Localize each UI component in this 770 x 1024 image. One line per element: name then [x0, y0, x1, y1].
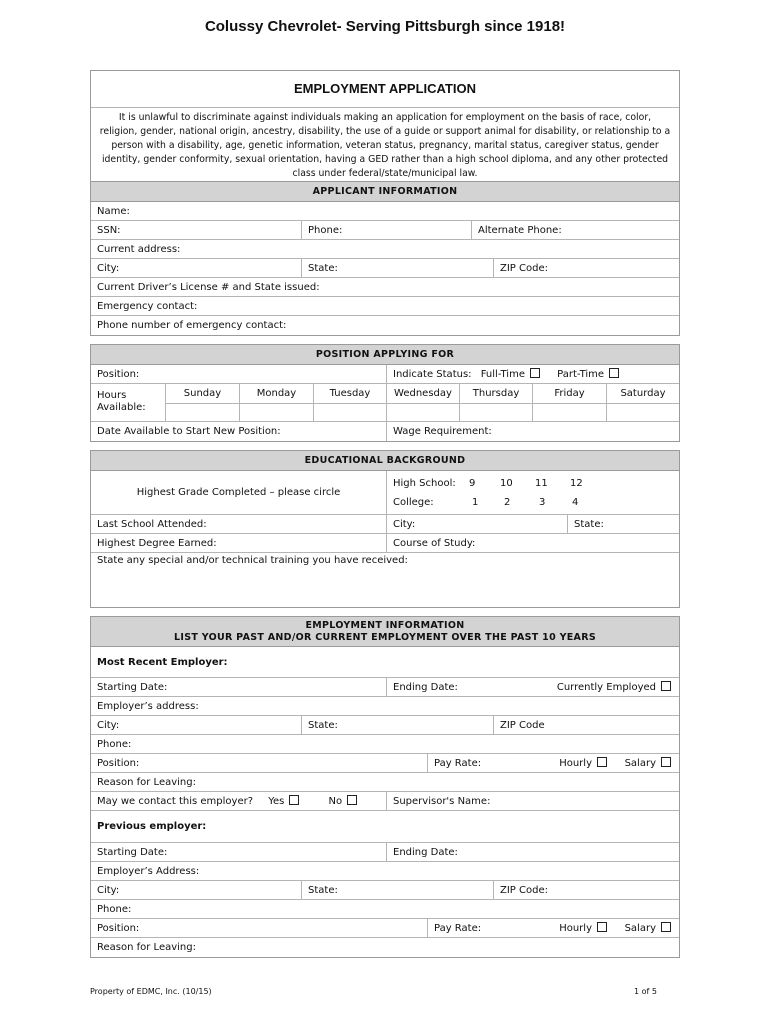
row-hours — [91, 384, 679, 422]
footer-left: Property of EDMC, Inc. (10/15) — [90, 987, 212, 996]
previous-hourly-cell — [527, 919, 607, 937]
row-previous-dates — [91, 843, 679, 862]
date-available-field[interactable]: Date Available to Start New Position: — [97, 426, 281, 437]
row-training — [91, 553, 679, 607]
recent-state-field[interactable]: State: — [301, 716, 493, 734]
day-friday: Friday — [532, 384, 606, 403]
recent-hourly-checkbox[interactable] — [597, 757, 607, 767]
last-school-field[interactable]: Last School Attended: — [97, 519, 207, 530]
recent-salary-cell — [607, 754, 671, 772]
row-recent-contact — [91, 792, 679, 811]
alternate-phone-field[interactable]: Alternate Phone: — [471, 221, 679, 239]
currently-employed-cell — [546, 678, 671, 696]
name-field[interactable]: Name: — [97, 206, 130, 217]
hs-grade-9[interactable]: 9 — [469, 478, 476, 489]
full-time-checkbox[interactable] — [530, 368, 540, 378]
recent-hourly-label: Hourly — [559, 758, 592, 769]
disclaimer-text: It is unlawful to discriminate against individuals making an application for employment on the basis of race, color, religion, gender, national origin, ancestry, disability, the use of a guide or support animal for disability, or relationship to a person with a disability, age, genetic information, veteran status, pregnancy, marital status, caregiver status, gender identity, gender conformity, sexual orientation, having a GED rather than a high school diploma, and any other protected class under federal/state/municipal law. — [91, 108, 679, 182]
row-highest-grade — [91, 471, 679, 515]
ssn-field[interactable]: SSN: — [97, 225, 121, 236]
education-section — [90, 450, 680, 608]
day-saturday: Saturday — [606, 384, 679, 403]
previous-salary-label: Salary — [624, 923, 656, 934]
hours-wednesday-input[interactable] — [386, 403, 459, 421]
contact-employer-label: May we contact this employer? — [97, 796, 254, 807]
row-recent-reason — [91, 773, 679, 792]
employment-header — [91, 617, 679, 647]
row-recent-address — [91, 697, 679, 716]
previous-pay-rate-field[interactable]: Pay Rate: — [427, 919, 527, 937]
full-time-label: Full-Time — [480, 369, 525, 380]
row-name — [91, 202, 679, 221]
previous-salary-checkbox[interactable] — [661, 922, 671, 932]
day-monday: Monday — [239, 384, 313, 403]
contact-employer-cell — [91, 792, 386, 810]
course-of-study-field[interactable]: Course of Study: — [386, 534, 679, 552]
hours-available-label: Hours Available: — [97, 390, 146, 413]
hours-tuesday-input[interactable] — [313, 403, 386, 421]
previous-hourly-checkbox[interactable] — [597, 922, 607, 932]
form-title: EMPLOYMENT APPLICATION — [91, 71, 679, 108]
previous-city-field[interactable]: City: — [97, 885, 120, 896]
row-most-recent-title — [91, 647, 679, 678]
recent-pay-rate-field[interactable]: Pay Rate: — [427, 754, 527, 772]
phone-field[interactable]: Phone: — [301, 221, 471, 239]
school-city-field[interactable]: City: — [386, 515, 567, 533]
emergency-phone-field[interactable]: Phone number of emergency contact: — [97, 320, 287, 331]
status-cell — [386, 365, 679, 383]
row-previous-reason — [91, 938, 679, 957]
hours-friday-input[interactable] — [532, 403, 606, 421]
day-tuesday: Tuesday — [313, 384, 386, 403]
previous-salary-cell — [607, 919, 671, 937]
row-address — [91, 240, 679, 259]
currently-employed-label: Currently Employed — [556, 682, 656, 693]
previous-employer-title: Previous employer: — [97, 821, 207, 832]
previous-position-field[interactable]: Position: — [97, 923, 140, 934]
row-position — [91, 365, 679, 384]
hs-grade-12[interactable]: 12 — [570, 478, 583, 489]
row-date-available — [91, 422, 679, 441]
college-year-2[interactable]: 2 — [504, 497, 511, 508]
grade-circle-cell — [386, 471, 679, 514]
row-recent-phone — [91, 735, 679, 754]
employment-section — [90, 616, 680, 958]
day-thursday: Thursday — [459, 384, 532, 403]
most-recent-employer-title: Most Recent Employer: — [97, 657, 228, 668]
contact-no-label: No — [328, 796, 343, 807]
highest-degree-field[interactable]: Highest Degree Earned: — [97, 538, 217, 549]
recent-salary-label: Salary — [624, 758, 656, 769]
previous-starting-date-field[interactable]: Starting Date: — [97, 847, 168, 858]
day-wednesday: Wednesday — [386, 384, 459, 403]
previous-phone-field[interactable]: Phone: — [97, 904, 132, 915]
previous-hourly-label: Hourly — [559, 923, 592, 934]
row-city — [91, 259, 679, 278]
hours-thursday-input[interactable] — [459, 403, 532, 421]
footer-page-number: 1 of 5 — [634, 987, 657, 996]
hs-grade-11[interactable]: 11 — [535, 478, 548, 489]
school-state-field[interactable]: State: — [567, 515, 679, 533]
position-field[interactable]: Position: — [97, 369, 140, 380]
previous-reason-field[interactable]: Reason for Leaving: — [97, 942, 196, 953]
recent-city-field[interactable]: City: — [97, 720, 120, 731]
recent-phone-field[interactable]: Phone: — [97, 739, 132, 750]
previous-ending-date-field[interactable]: Ending Date: — [386, 843, 679, 861]
part-time-checkbox[interactable] — [609, 368, 619, 378]
education-header: EDUCATIONAL BACKGROUND — [91, 451, 679, 471]
city-field[interactable]: City: — [97, 263, 120, 274]
college-year-1[interactable]: 1 — [472, 497, 479, 508]
row-last-school — [91, 515, 679, 534]
recent-employer-address-field[interactable]: Employer’s address: — [97, 701, 199, 712]
hours-saturday-input[interactable] — [606, 403, 679, 421]
contact-yes-checkbox[interactable] — [289, 795, 299, 805]
contact-yes-label: Yes — [268, 796, 285, 807]
state-field[interactable]: State: — [301, 259, 493, 277]
employment-header-subtitle: LIST YOUR PAST AND/OR CURRENT EMPLOYMENT OVER THE PAST 10 YEARS — [174, 632, 596, 643]
row-recent-dates — [91, 678, 679, 697]
wage-requirement-field[interactable]: Wage Requirement: — [386, 422, 679, 441]
row-previous-title — [91, 811, 679, 843]
recent-position-field[interactable]: Position: — [97, 758, 140, 769]
row-ssn — [91, 221, 679, 240]
employment-header-title: EMPLOYMENT INFORMATION — [305, 620, 465, 631]
row-previous-phone — [91, 900, 679, 919]
row-recent-city — [91, 716, 679, 735]
row-previous-position — [91, 919, 679, 938]
row-emergency-phone — [91, 316, 679, 335]
row-recent-position — [91, 754, 679, 773]
row-previous-address — [91, 862, 679, 881]
hours-sunday-input[interactable] — [165, 403, 239, 421]
recent-salary-checkbox[interactable] — [661, 757, 671, 767]
recent-ending-date-field[interactable]: Ending Date: — [386, 678, 546, 696]
day-sunday: Sunday — [165, 384, 239, 403]
row-emergency — [91, 297, 679, 316]
previous-employer-address-field[interactable]: Employer’s Address: — [97, 866, 200, 877]
high-school-label: High School: — [393, 478, 456, 489]
row-degree — [91, 534, 679, 553]
currently-employed-checkbox[interactable] — [661, 681, 671, 691]
applicant-information-header: APPLICANT INFORMATION — [91, 182, 679, 202]
recent-reason-field[interactable]: Reason for Leaving: — [97, 777, 196, 788]
college-label: College: — [393, 497, 434, 508]
contact-no-checkbox[interactable] — [347, 795, 357, 805]
supervisor-name-field[interactable]: Supervisor's Name: — [386, 792, 679, 810]
row-previous-city — [91, 881, 679, 900]
zip-field[interactable]: ZIP Code: — [493, 259, 679, 277]
recent-hourly-cell — [527, 754, 607, 772]
recent-starting-date-field[interactable]: Starting Date: — [97, 682, 168, 693]
page-title: Colussy Chevrolet- Serving Pittsburgh since 1918! — [204, 18, 566, 35]
position-header: POSITION APPLYING FOR — [91, 345, 679, 365]
college-year-3[interactable]: 3 — [539, 497, 546, 508]
college-year-4[interactable]: 4 — [572, 497, 579, 508]
current-address-field[interactable]: Current address: — [97, 244, 181, 255]
row-license — [91, 278, 679, 297]
part-time-label: Part-Time — [557, 369, 605, 380]
hours-monday-input[interactable] — [239, 403, 313, 421]
hs-grade-10[interactable]: 10 — [500, 478, 513, 489]
recent-zip-field[interactable]: ZIP Code — [493, 716, 679, 734]
highest-grade-label: Highest Grade Completed – please circle — [136, 487, 341, 498]
position-section — [90, 344, 680, 442]
emergency-contact-field[interactable]: Emergency contact: — [97, 301, 198, 312]
special-training-field[interactable]: State any special and/or technical training you have received: — [97, 555, 408, 566]
previous-zip-field[interactable]: ZIP Code: — [493, 881, 679, 899]
status-label: Indicate Status: — [393, 369, 472, 380]
previous-state-field[interactable]: State: — [301, 881, 493, 899]
employment-application-section — [90, 70, 680, 336]
drivers-license-field[interactable]: Current Driver’s License # and State issued: — [97, 282, 320, 293]
